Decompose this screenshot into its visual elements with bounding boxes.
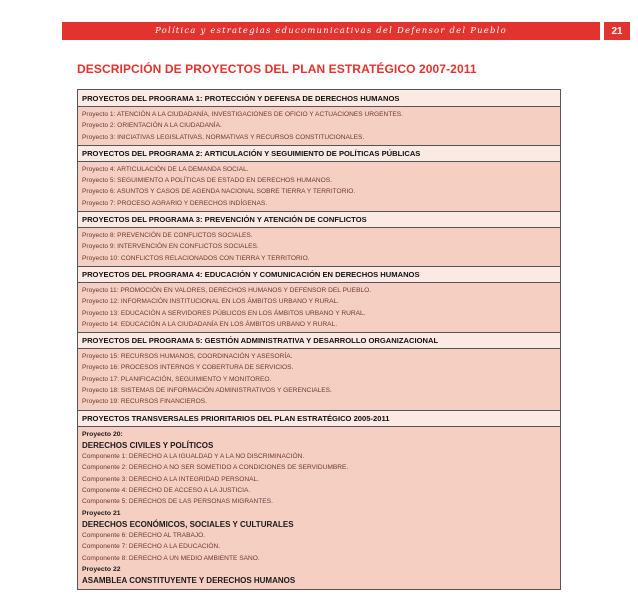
list-item: Proyecto 9: INTERVENCIÓN EN CONFLICTOS SOCIALES. xyxy=(82,243,259,251)
list-item: Proyecto 1: ATENCIÓN A LA CIUDADANÍA, INVESTIGACIONES DE OFICIO Y ACTUACIONES URGENTES. xyxy=(82,111,403,118)
project-21-title: DERECHOS ECONÓMICOS, SOCIALES Y CULTURALES xyxy=(82,519,294,529)
list-item: Proyecto 8: PREVENCIÓN DE CONFLICTOS SOCIALES. xyxy=(82,232,253,240)
list-item: Proyecto 11: PROMOCIÓN EN VALORES, DERECHOS HUMANOS Y DEFENSOR DEL PUEBLO. xyxy=(82,286,372,294)
transversal-heading: PROYECTOS TRANSVERSALES PRIORITARIOS DEL PLAN ESTRATÉGICO 2005-2011 xyxy=(78,410,560,426)
program-4-heading: PROYECTOS DEL PROGRAMA 4: EDUCACIÓN Y COMUNICACIÓN EN DERECHOS HUMANOS xyxy=(78,266,560,282)
list-item: Proyecto 13: EDUCACIÓN A SERVIDORES PÚBLICOS EN LOS ÁMBITOS URBANO Y RURAL. xyxy=(82,309,366,317)
list-item: Componente 3: DERECHO A LA INTEGRIDAD PERSONAL. xyxy=(82,475,259,483)
list-item: Proyecto 7: PROCESO AGRARIO Y DERECHOS INDÍGENAS. xyxy=(82,199,268,207)
list-item: Componente 1: DERECHO A LA IGUALDAD Y A LA NO DISCRIMINACIÓN. xyxy=(82,453,305,461)
program-1-projects xyxy=(78,106,560,145)
program-4-projects xyxy=(78,282,560,332)
list-item: Proyecto 16: PROCESOS INTERNOS Y COBERTURA DE SERVICIOS. xyxy=(82,364,294,372)
running-header xyxy=(62,22,600,40)
project-20-title: DERECHOS CIVILES Y POLÍTICOS xyxy=(82,440,214,450)
list-item: Proyecto 4: ARTICULACIÓN DE LA DEMANDA SOCIAL. xyxy=(82,165,249,173)
list-item: Componente 4: DERECHO DE ACCESO A LA JUSTICIA. xyxy=(82,487,251,495)
program-5-heading: PROYECTOS DEL PROGRAMA 5: GESTIÓN ADMINISTRATIVA Y DESARROLLO ORGANIZACIONAL xyxy=(78,332,560,348)
list-item: Proyecto 3: INICIATIVAS LEGISLATIVAS, NORMATIVAS Y RECURSOS CONSTITUCIONALES. xyxy=(82,133,365,141)
list-item: Proyecto 14: EDUCACIÓN A LA CIUDADANÍA EN LOS ÁMBITOS URBANO Y RURAL. xyxy=(82,320,338,328)
list-item: Proyecto 5: SEGUIMIENTO A POLÍTICAS DE ESTADO EN DERECHOS HUMANOS. xyxy=(82,177,333,185)
projects-table xyxy=(77,89,561,590)
program-5-projects xyxy=(78,348,560,409)
project-22-title: ASAMBLEA CONSTITUYENTE Y DERECHOS HUMANOS xyxy=(82,576,296,586)
list-item: Proyecto 18: SISTEMAS DE INFORMACIÓN ADMINISTRATIVOS Y GERENCIALES. xyxy=(82,387,332,395)
page-number-text: 21 xyxy=(611,25,623,37)
program-2-projects xyxy=(78,161,560,211)
running-title: Política y estrategias educomunicativas del Defensor del Pueblo xyxy=(155,26,507,36)
list-item: Proyecto 17: PLANIFICACIÓN, SEGUIMIENTO Y MONITOREO. xyxy=(82,375,272,383)
list-item: Componente 5: DERECHOS DE LAS PERSONAS MIGRANTES. xyxy=(82,498,273,506)
transversal-projects xyxy=(78,426,560,589)
list-item: Proyecto 6: ASUNTOS Y CASOS DE AGENDA NACIONAL SOBRE TIERRA Y TERRITORIO. xyxy=(82,188,356,196)
list-item: Proyecto 2: ORIENTACIÓN A LA CIUDADANÍA. xyxy=(82,122,222,130)
list-item: Componente 8: DERECHO A UN MEDIO AMBIENTE SANO. xyxy=(82,554,260,562)
list-item: Proyecto 12: INFORMACIÓN INSTITUCIONAL EN LOS ÁMBITOS URBANO Y RURAL. xyxy=(82,298,339,306)
list-item: Proyecto 10: CONFLICTOS RELACIONADOS CON TIERRA Y TERRITORIO. xyxy=(82,254,310,262)
list-item: Componente 6: DERECHO AL TRABAJO. xyxy=(82,532,206,540)
project-20-label: Proyecto 20: xyxy=(82,430,123,438)
page-number xyxy=(604,22,630,40)
list-item: Proyecto 19: RECURSOS FINANCIEROS. xyxy=(82,398,207,406)
program-3-heading: PROYECTOS DEL PROGRAMA 3: PREVENCIÓN Y ATENCIÓN DE CONFLICTOS xyxy=(78,211,560,227)
list-item: Componente 7: DERECHO A LA EDUCACIÓN. xyxy=(82,543,221,551)
page-title: DESCRIPCIÓN DE PROYECTOS DEL PLAN ESTRATÉGICO 2007-2011 xyxy=(77,62,477,76)
project-21-label: Proyecto 21 xyxy=(82,509,121,517)
project-22-label: Proyecto 22 xyxy=(82,566,121,574)
list-item: Proyecto 15: RECURSOS HUMANOS, COORDINACIÓN Y ASESORÍA. xyxy=(82,353,293,361)
program-1-heading: PROYECTOS DEL PROGRAMA 1: PROTECCIÓN Y DEFENSA DE DERECHOS HUMANOS xyxy=(78,90,560,106)
list-item: Componente 2: DERECHO A NO SER SOMETIDO A CONDICIONES DE SERVIDUMBRE. xyxy=(82,464,349,472)
program-2-heading: PROYECTOS DEL PROGRAMA 2: ARTICULACIÓN Y SEGUIMIENTO DE POLÍTICAS PÚBLICAS xyxy=(78,145,560,161)
program-3-projects xyxy=(78,227,560,266)
